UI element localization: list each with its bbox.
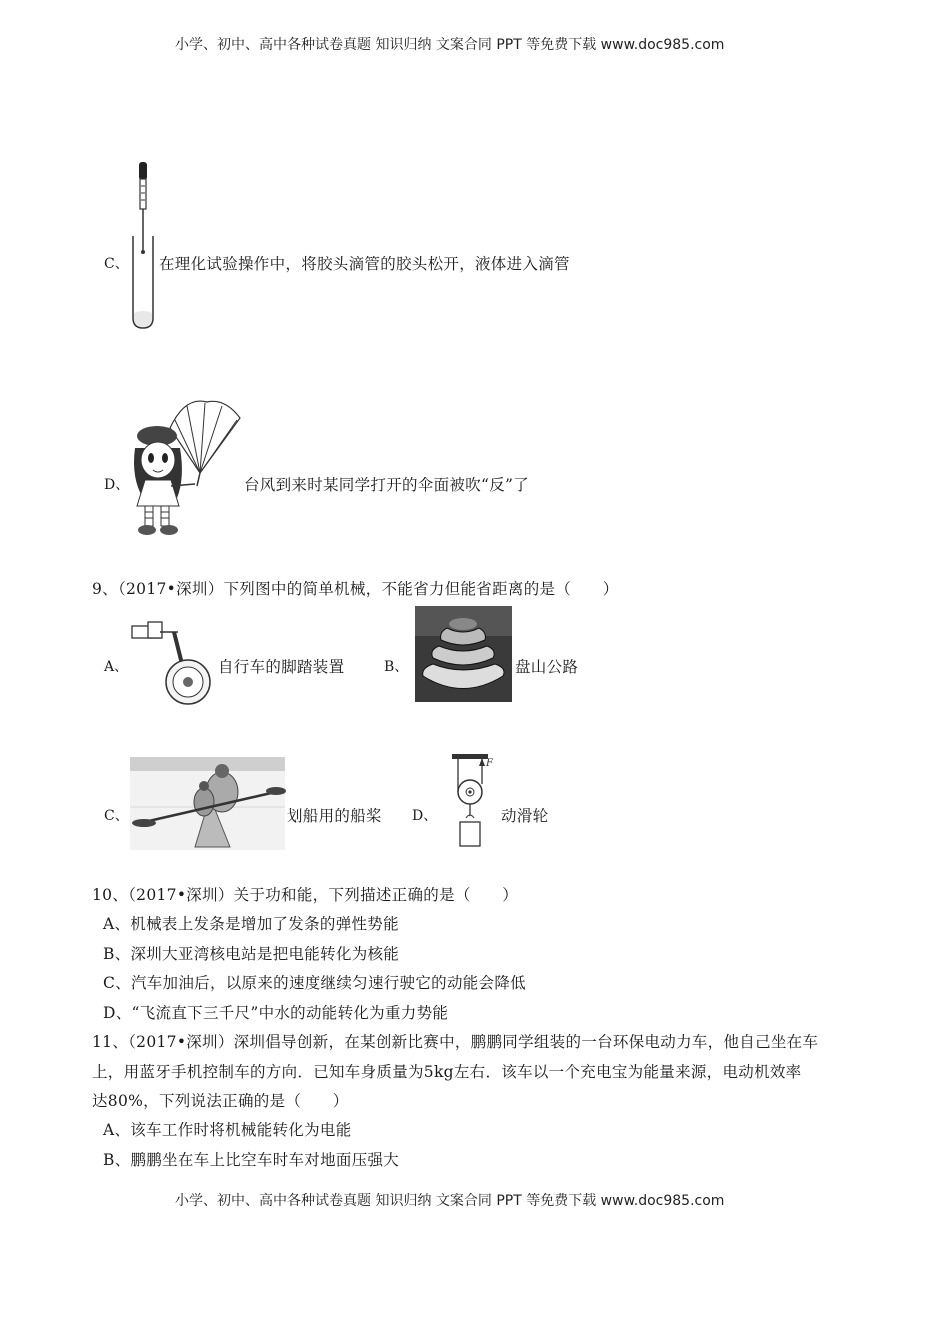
q9-stem: 9、（2017•深圳）下列图中的简单机械，不能省力但能省距离的是（ ） [92, 580, 619, 598]
q9-option-b-text: 盘山公路 [515, 658, 579, 676]
movable-pulley-figure [444, 752, 500, 852]
q11-stem-line-1: 11、（2017•深圳）深圳倡导创新，在某创新比赛中，鹏鹏同学组装的一台环保电动力车，他自己坐在车 [92, 1033, 819, 1051]
q9-option-a-text: 自行车的脚踏装置 [218, 658, 345, 676]
q9-option-a-label: A、 [104, 659, 129, 675]
q9-option-d-text: 动滑轮 [501, 807, 549, 825]
page-footer: 小学、初中、高中各种试卷真题 知识归纳 文案合同 PPT 等免费下载 www.doc985.com [175, 1193, 725, 1209]
rowing-boat-figure [130, 757, 285, 850]
dropper-test-tube-figure [126, 158, 162, 333]
q10-stem: 10、（2017•深圳）关于功和能，下列描述正确的是（ ） [92, 886, 519, 904]
q10-option-b: B、深圳大亚湾核电站是把电能转化为核能 [103, 945, 400, 963]
q8-option-d-label: D、 [104, 477, 130, 493]
q10-option-a: A、机械表上发条是增加了发条的弹性势能 [103, 915, 399, 933]
q11-option-a: A、该车工作时将机械能转化为电能 [103, 1121, 352, 1139]
q8-option-c-label: C、 [104, 256, 129, 272]
mountain-road-figure [415, 606, 512, 702]
bicycle-pedal-figure [130, 620, 218, 706]
q9-option-c-label: C、 [104, 808, 129, 824]
q9-option-c-text: 划船用的船桨 [287, 807, 382, 825]
q8-option-c-text: 在理化试验操作中，将胶头滴管的胶头松开，液体进入滴管 [159, 255, 570, 273]
q10-option-d: D、“飞流直下三千尺”中水的动能转化为重力势能 [103, 1004, 449, 1022]
q10-option-c: C、汽车加油后，以原来的速度继续匀速行驶它的动能会降低 [103, 974, 526, 992]
q11-stem-line-3: 达80%，下列说法正确的是（ ） [92, 1092, 349, 1110]
q11-option-b: B、鹏鹏坐在车上比空车时车对地面压强大 [103, 1151, 400, 1169]
q11-stem-line-2: 上，用蓝牙手机控制车的方向．已知车身质量为5kg左右．该车以一个充电宝为能量来源，电动机效率 [92, 1063, 802, 1081]
page-header: 小学、初中、高中各种试卷真题 知识归纳 文案合同 PPT 等免费下载 www.doc985.com [175, 37, 725, 53]
pulley-force-label: F [486, 758, 493, 769]
q9-option-d-label: D、 [412, 808, 438, 824]
girl-umbrella-figure [125, 398, 243, 540]
q9-option-b-label: B、 [384, 659, 409, 675]
q8-option-d-text: 台风到来时某同学打开的伞面被吹“反”了 [244, 476, 530, 494]
